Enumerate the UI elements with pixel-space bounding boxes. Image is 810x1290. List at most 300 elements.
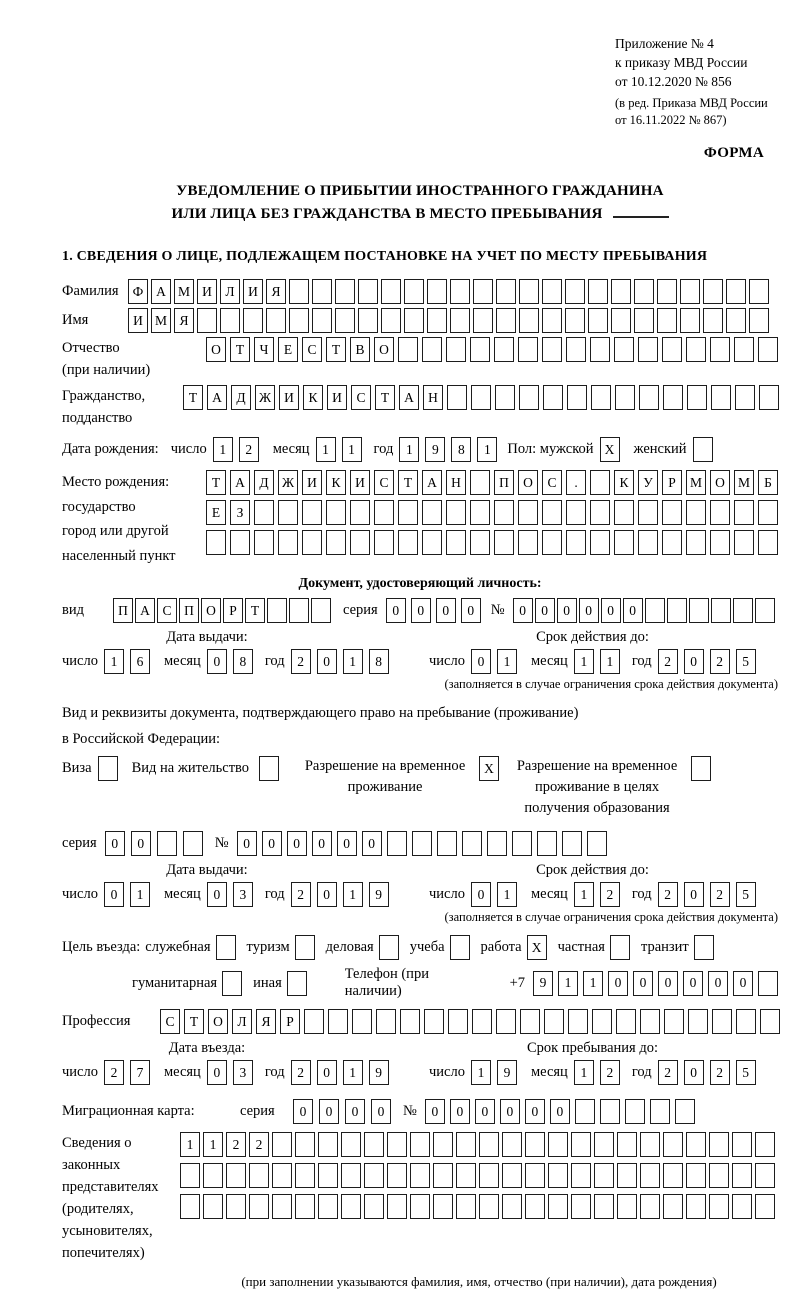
- char-cell[interactable]: 1: [477, 437, 497, 462]
- char-cell[interactable]: [266, 308, 286, 333]
- char-cell[interactable]: [473, 308, 493, 333]
- char-cell[interactable]: 0: [317, 882, 337, 907]
- char-cell[interactable]: С: [351, 385, 371, 410]
- char-cell[interactable]: [664, 1009, 684, 1034]
- char-cell[interactable]: [422, 530, 442, 555]
- char-cell[interactable]: [448, 1009, 468, 1034]
- char-cell[interactable]: [732, 1132, 752, 1157]
- char-cell[interactable]: 0: [623, 598, 643, 623]
- char-cell[interactable]: 3: [233, 1060, 253, 1085]
- char-cell[interactable]: [588, 308, 608, 333]
- char-cell[interactable]: [590, 337, 610, 362]
- char-cell[interactable]: 1: [399, 437, 419, 462]
- char-cell[interactable]: [575, 1099, 595, 1124]
- char-cell[interactable]: О: [208, 1009, 228, 1034]
- char-cell[interactable]: [341, 1132, 361, 1157]
- char-cell[interactable]: 0: [207, 649, 227, 674]
- char-cell[interactable]: [566, 337, 586, 362]
- char-cell[interactable]: [710, 530, 730, 555]
- char-cell[interactable]: [542, 337, 562, 362]
- char-cell[interactable]: С: [157, 598, 177, 623]
- char-cell[interactable]: 0: [633, 971, 653, 996]
- char-cell[interactable]: 1: [583, 971, 603, 996]
- char-cell[interactable]: 0: [237, 831, 257, 856]
- char-cell[interactable]: [680, 308, 700, 333]
- char-cell[interactable]: Н: [446, 470, 466, 495]
- char-cell[interactable]: И: [243, 279, 263, 304]
- char-cell[interactable]: [594, 1194, 614, 1219]
- char-cell[interactable]: С: [302, 337, 322, 362]
- char-cell[interactable]: [542, 530, 562, 555]
- char-cell[interactable]: [230, 530, 250, 555]
- visa-checkbox[interactable]: [98, 756, 118, 781]
- char-cell[interactable]: 2: [710, 882, 730, 907]
- char-cell[interactable]: 2: [658, 649, 678, 674]
- char-cell[interactable]: [758, 971, 778, 996]
- char-cell[interactable]: 0: [105, 831, 125, 856]
- char-cell[interactable]: Л: [220, 279, 240, 304]
- char-cell[interactable]: А: [399, 385, 419, 410]
- char-cell[interactable]: Д: [231, 385, 251, 410]
- char-cell[interactable]: К: [303, 385, 323, 410]
- char-cell[interactable]: [755, 1194, 775, 1219]
- char-cell[interactable]: 0: [513, 598, 533, 623]
- char-cell[interactable]: [462, 831, 482, 856]
- char-cell[interactable]: [220, 308, 240, 333]
- char-cell[interactable]: И: [327, 385, 347, 410]
- char-cell[interactable]: [548, 1194, 568, 1219]
- char-cell[interactable]: [734, 337, 754, 362]
- char-cell[interactable]: [634, 308, 654, 333]
- char-cell[interactable]: [755, 1132, 775, 1157]
- char-cell[interactable]: [249, 1163, 269, 1188]
- char-cell[interactable]: [278, 530, 298, 555]
- char-cell[interactable]: 0: [319, 1099, 339, 1124]
- char-cell[interactable]: [590, 530, 610, 555]
- char-cell[interactable]: [663, 1194, 683, 1219]
- char-cell[interactable]: [387, 1132, 407, 1157]
- char-cell[interactable]: [711, 385, 731, 410]
- char-cell[interactable]: С: [374, 470, 394, 495]
- char-cell[interactable]: [662, 530, 682, 555]
- char-cell[interactable]: [433, 1163, 453, 1188]
- char-cell[interactable]: [494, 500, 514, 525]
- char-cell[interactable]: [519, 279, 539, 304]
- char-cell[interactable]: [410, 1163, 430, 1188]
- char-cell[interactable]: [663, 1163, 683, 1188]
- char-cell[interactable]: Е: [278, 337, 298, 362]
- char-cell[interactable]: [657, 279, 677, 304]
- char-cell[interactable]: [544, 1009, 564, 1034]
- char-cell[interactable]: [587, 831, 607, 856]
- char-cell[interactable]: [565, 308, 585, 333]
- char-cell[interactable]: [358, 308, 378, 333]
- char-cell[interactable]: 2: [600, 1060, 620, 1085]
- char-cell[interactable]: [755, 598, 775, 623]
- char-cell[interactable]: [446, 337, 466, 362]
- char-cell[interactable]: [662, 500, 682, 525]
- char-cell[interactable]: [519, 308, 539, 333]
- char-cell[interactable]: 1: [104, 649, 124, 674]
- char-cell[interactable]: [427, 308, 447, 333]
- char-cell[interactable]: [183, 831, 203, 856]
- char-cell[interactable]: [588, 279, 608, 304]
- char-cell[interactable]: 1: [316, 437, 336, 462]
- char-cell[interactable]: Я: [256, 1009, 276, 1034]
- char-cell[interactable]: [709, 1132, 729, 1157]
- char-cell[interactable]: [404, 308, 424, 333]
- char-cell[interactable]: [657, 308, 677, 333]
- char-cell[interactable]: [376, 1009, 396, 1034]
- char-cell[interactable]: Т: [326, 337, 346, 362]
- char-cell[interactable]: [562, 831, 582, 856]
- char-cell[interactable]: 1: [471, 1060, 491, 1085]
- char-cell[interactable]: [518, 500, 538, 525]
- char-cell[interactable]: [594, 1163, 614, 1188]
- char-cell[interactable]: [311, 598, 331, 623]
- char-cell[interactable]: [758, 337, 778, 362]
- char-cell[interactable]: 0: [345, 1099, 365, 1124]
- char-cell[interactable]: [487, 831, 507, 856]
- char-cell[interactable]: И: [128, 308, 148, 333]
- char-cell[interactable]: М: [686, 470, 706, 495]
- char-cell[interactable]: [352, 1009, 372, 1034]
- char-cell[interactable]: [600, 1099, 620, 1124]
- char-cell[interactable]: 2: [291, 649, 311, 674]
- char-cell[interactable]: 0: [450, 1099, 470, 1124]
- char-cell[interactable]: [614, 337, 634, 362]
- char-cell[interactable]: 2: [658, 1060, 678, 1085]
- char-cell[interactable]: 1: [497, 882, 517, 907]
- female-checkbox[interactable]: [693, 437, 713, 462]
- char-cell[interactable]: Т: [183, 385, 203, 410]
- char-cell[interactable]: [433, 1194, 453, 1219]
- char-cell[interactable]: 8: [369, 649, 389, 674]
- char-cell[interactable]: [519, 385, 539, 410]
- char-cell[interactable]: Р: [223, 598, 243, 623]
- char-cell[interactable]: [398, 500, 418, 525]
- char-cell[interactable]: [711, 598, 731, 623]
- char-cell[interactable]: Е: [206, 500, 226, 525]
- char-cell[interactable]: 0: [386, 598, 406, 623]
- purpose-private-checkbox[interactable]: [610, 935, 630, 960]
- char-cell[interactable]: 1: [343, 649, 363, 674]
- char-cell[interactable]: 0: [684, 1060, 704, 1085]
- char-cell[interactable]: [312, 279, 332, 304]
- char-cell[interactable]: [758, 530, 778, 555]
- char-cell[interactable]: 0: [608, 971, 628, 996]
- char-cell[interactable]: 2: [226, 1132, 246, 1157]
- char-cell[interactable]: [387, 831, 407, 856]
- char-cell[interactable]: 1: [203, 1132, 223, 1157]
- char-cell[interactable]: [663, 1132, 683, 1157]
- char-cell[interactable]: [542, 308, 562, 333]
- purpose-official-checkbox[interactable]: [216, 935, 236, 960]
- char-cell[interactable]: [326, 500, 346, 525]
- char-cell[interactable]: [318, 1132, 338, 1157]
- purpose-tourism-checkbox[interactable]: [295, 935, 315, 960]
- char-cell[interactable]: 1: [180, 1132, 200, 1157]
- char-cell[interactable]: В: [350, 337, 370, 362]
- char-cell[interactable]: Т: [375, 385, 395, 410]
- char-cell[interactable]: 2: [291, 882, 311, 907]
- char-cell[interactable]: [726, 279, 746, 304]
- char-cell[interactable]: П: [113, 598, 133, 623]
- purpose-study-checkbox[interactable]: [450, 935, 470, 960]
- char-cell[interactable]: [295, 1194, 315, 1219]
- char-cell[interactable]: [450, 279, 470, 304]
- char-cell[interactable]: [686, 500, 706, 525]
- char-cell[interactable]: И: [279, 385, 299, 410]
- char-cell[interactable]: [450, 308, 470, 333]
- char-cell[interactable]: 0: [471, 649, 491, 674]
- char-cell[interactable]: [566, 530, 586, 555]
- char-cell[interactable]: О: [710, 470, 730, 495]
- char-cell[interactable]: [611, 279, 631, 304]
- char-cell[interactable]: [335, 279, 355, 304]
- char-cell[interactable]: [617, 1163, 637, 1188]
- char-cell[interactable]: А: [151, 279, 171, 304]
- char-cell[interactable]: [206, 530, 226, 555]
- char-cell[interactable]: [548, 1132, 568, 1157]
- char-cell[interactable]: 5: [736, 882, 756, 907]
- char-cell[interactable]: [496, 308, 516, 333]
- char-cell[interactable]: [289, 308, 309, 333]
- char-cell[interactable]: П: [179, 598, 199, 623]
- char-cell[interactable]: [662, 337, 682, 362]
- char-cell[interactable]: 9: [369, 882, 389, 907]
- char-cell[interactable]: О: [518, 470, 538, 495]
- char-cell[interactable]: [732, 1163, 752, 1188]
- char-cell[interactable]: [398, 530, 418, 555]
- char-cell[interactable]: [272, 1132, 292, 1157]
- char-cell[interactable]: [615, 385, 635, 410]
- char-cell[interactable]: [611, 308, 631, 333]
- char-cell[interactable]: [447, 385, 467, 410]
- char-cell[interactable]: [645, 598, 665, 623]
- char-cell[interactable]: 0: [287, 831, 307, 856]
- char-cell[interactable]: [433, 1132, 453, 1157]
- char-cell[interactable]: [567, 385, 587, 410]
- education-residence-checkbox[interactable]: [691, 756, 711, 781]
- char-cell[interactable]: 0: [684, 649, 704, 674]
- char-cell[interactable]: 5: [736, 1060, 756, 1085]
- char-cell[interactable]: Ф: [128, 279, 148, 304]
- char-cell[interactable]: [494, 530, 514, 555]
- char-cell[interactable]: С: [160, 1009, 180, 1034]
- char-cell[interactable]: [680, 279, 700, 304]
- char-cell[interactable]: [180, 1194, 200, 1219]
- purpose-humanitarian-checkbox[interactable]: [222, 971, 242, 996]
- char-cell[interactable]: [479, 1194, 499, 1219]
- char-cell[interactable]: [374, 530, 394, 555]
- char-cell[interactable]: [226, 1194, 246, 1219]
- char-cell[interactable]: [650, 1099, 670, 1124]
- char-cell[interactable]: 0: [557, 598, 577, 623]
- purpose-business-checkbox[interactable]: [379, 935, 399, 960]
- char-cell[interactable]: [157, 831, 177, 856]
- char-cell[interactable]: [341, 1163, 361, 1188]
- char-cell[interactable]: 0: [500, 1099, 520, 1124]
- purpose-work-checkbox[interactable]: X: [527, 935, 547, 960]
- char-cell[interactable]: 0: [475, 1099, 495, 1124]
- char-cell[interactable]: [470, 530, 490, 555]
- char-cell[interactable]: [689, 598, 709, 623]
- char-cell[interactable]: 1: [342, 437, 362, 462]
- char-cell[interactable]: 2: [239, 437, 259, 462]
- char-cell[interactable]: 0: [371, 1099, 391, 1124]
- char-cell[interactable]: Ж: [278, 470, 298, 495]
- char-cell[interactable]: 0: [601, 598, 621, 623]
- char-cell[interactable]: [709, 1163, 729, 1188]
- char-cell[interactable]: 0: [131, 831, 151, 856]
- char-cell[interactable]: [759, 385, 779, 410]
- char-cell[interactable]: [537, 831, 557, 856]
- char-cell[interactable]: [472, 1009, 492, 1034]
- char-cell[interactable]: 2: [658, 882, 678, 907]
- char-cell[interactable]: 1: [213, 437, 233, 462]
- char-cell[interactable]: 7: [130, 1060, 150, 1085]
- char-cell[interactable]: 0: [362, 831, 382, 856]
- char-cell[interactable]: 0: [436, 598, 456, 623]
- char-cell[interactable]: [387, 1194, 407, 1219]
- char-cell[interactable]: 1: [574, 882, 594, 907]
- char-cell[interactable]: [326, 530, 346, 555]
- char-cell[interactable]: 9: [425, 437, 445, 462]
- char-cell[interactable]: [335, 308, 355, 333]
- char-cell[interactable]: А: [135, 598, 155, 623]
- char-cell[interactable]: 0: [207, 1060, 227, 1085]
- char-cell[interactable]: 0: [471, 882, 491, 907]
- char-cell[interactable]: [634, 279, 654, 304]
- char-cell[interactable]: Т: [184, 1009, 204, 1034]
- char-cell[interactable]: [304, 1009, 324, 1034]
- char-cell[interactable]: [735, 385, 755, 410]
- char-cell[interactable]: [180, 1163, 200, 1188]
- char-cell[interactable]: [760, 1009, 780, 1034]
- char-cell[interactable]: М: [174, 279, 194, 304]
- char-cell[interactable]: [456, 1194, 476, 1219]
- char-cell[interactable]: [410, 1132, 430, 1157]
- char-cell[interactable]: Л: [232, 1009, 252, 1034]
- char-cell[interactable]: 2: [291, 1060, 311, 1085]
- char-cell[interactable]: [548, 1163, 568, 1188]
- char-cell[interactable]: [381, 308, 401, 333]
- char-cell[interactable]: 2: [104, 1060, 124, 1085]
- char-cell[interactable]: [470, 470, 490, 495]
- char-cell[interactable]: [712, 1009, 732, 1034]
- char-cell[interactable]: [410, 1194, 430, 1219]
- char-cell[interactable]: [734, 530, 754, 555]
- char-cell[interactable]: 5: [736, 649, 756, 674]
- char-cell[interactable]: [249, 1194, 269, 1219]
- char-cell[interactable]: [703, 308, 723, 333]
- char-cell[interactable]: [640, 1009, 660, 1034]
- char-cell[interactable]: [494, 337, 514, 362]
- char-cell[interactable]: [471, 385, 491, 410]
- char-cell[interactable]: [400, 1009, 420, 1034]
- char-cell[interactable]: [758, 500, 778, 525]
- char-cell[interactable]: [640, 1132, 660, 1157]
- char-cell[interactable]: 9: [369, 1060, 389, 1085]
- char-cell[interactable]: [422, 337, 442, 362]
- char-cell[interactable]: [686, 337, 706, 362]
- purpose-transit-checkbox[interactable]: [694, 935, 714, 960]
- char-cell[interactable]: 0: [461, 598, 481, 623]
- char-cell[interactable]: [470, 337, 490, 362]
- char-cell[interactable]: [736, 1009, 756, 1034]
- char-cell[interactable]: 0: [658, 971, 678, 996]
- char-cell[interactable]: [638, 530, 658, 555]
- char-cell[interactable]: [502, 1163, 522, 1188]
- char-cell[interactable]: 0: [317, 1060, 337, 1085]
- char-cell[interactable]: [616, 1009, 636, 1034]
- char-cell[interactable]: О: [201, 598, 221, 623]
- char-cell[interactable]: [272, 1194, 292, 1219]
- char-cell[interactable]: [350, 530, 370, 555]
- char-cell[interactable]: [295, 1132, 315, 1157]
- char-cell[interactable]: О: [206, 337, 226, 362]
- char-cell[interactable]: [525, 1194, 545, 1219]
- char-cell[interactable]: 8: [233, 649, 253, 674]
- char-cell[interactable]: [502, 1132, 522, 1157]
- char-cell[interactable]: [663, 385, 683, 410]
- char-cell[interactable]: 0: [525, 1099, 545, 1124]
- char-cell[interactable]: З: [230, 500, 250, 525]
- char-cell[interactable]: Д: [254, 470, 274, 495]
- char-cell[interactable]: 1: [343, 1060, 363, 1085]
- char-cell[interactable]: [197, 308, 217, 333]
- char-cell[interactable]: 0: [684, 882, 704, 907]
- title-underline[interactable]: [613, 202, 669, 218]
- char-cell[interactable]: С: [542, 470, 562, 495]
- char-cell[interactable]: [590, 500, 610, 525]
- char-cell[interactable]: 0: [312, 831, 332, 856]
- char-cell[interactable]: Я: [174, 308, 194, 333]
- char-cell[interactable]: 0: [733, 971, 753, 996]
- char-cell[interactable]: .: [566, 470, 586, 495]
- char-cell[interactable]: [568, 1009, 588, 1034]
- char-cell[interactable]: 9: [533, 971, 553, 996]
- char-cell[interactable]: [667, 598, 687, 623]
- char-cell[interactable]: [226, 1163, 246, 1188]
- char-cell[interactable]: [571, 1194, 591, 1219]
- char-cell[interactable]: [289, 279, 309, 304]
- char-cell[interactable]: 0: [262, 831, 282, 856]
- char-cell[interactable]: [686, 1194, 706, 1219]
- char-cell[interactable]: [496, 1009, 516, 1034]
- char-cell[interactable]: [424, 1009, 444, 1034]
- char-cell[interactable]: [495, 385, 515, 410]
- char-cell[interactable]: 1: [600, 649, 620, 674]
- char-cell[interactable]: [456, 1163, 476, 1188]
- char-cell[interactable]: К: [326, 470, 346, 495]
- char-cell[interactable]: 1: [343, 882, 363, 907]
- char-cell[interactable]: 1: [497, 649, 517, 674]
- char-cell[interactable]: [688, 1009, 708, 1034]
- char-cell[interactable]: [543, 385, 563, 410]
- char-cell[interactable]: [542, 500, 562, 525]
- char-cell[interactable]: [749, 279, 769, 304]
- char-cell[interactable]: [412, 831, 432, 856]
- char-cell[interactable]: [710, 337, 730, 362]
- char-cell[interactable]: [243, 308, 263, 333]
- char-cell[interactable]: [398, 337, 418, 362]
- char-cell[interactable]: 2: [249, 1132, 269, 1157]
- char-cell[interactable]: М: [151, 308, 171, 333]
- char-cell[interactable]: [686, 1163, 706, 1188]
- char-cell[interactable]: [358, 279, 378, 304]
